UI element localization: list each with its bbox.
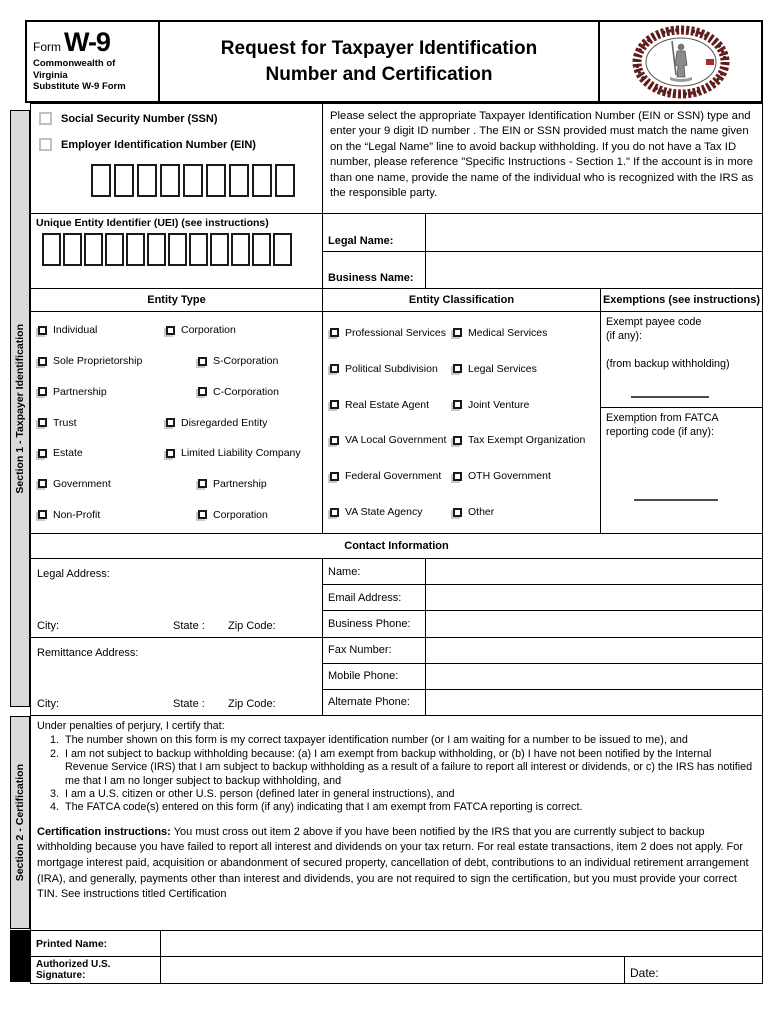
tin-instructions: Please select the appropriate Taxpayer Identification Number (EIN or SSN) type and enter your 9 digit ID number . The EIN or SSN provided must match the name given on the “Legal Name” line to avoid backup withholding. If you do not have a Tax ID number, please reference "Specific Instructions - Section 1." If the account is in more than one name, provide the name of the individual who is recognized with the IRS as the responsible party. (330, 110, 754, 200)
label-trust: Trust (53, 416, 77, 429)
name-label: Name: (323, 559, 426, 584)
label-professional-services: Professional Services (345, 326, 446, 339)
section1-sidebar (10, 110, 30, 707)
exempt-payee-cell (601, 312, 762, 408)
label-non-profit: Non-Profit (53, 508, 101, 521)
section1-sidebar-label: Section 1 - Taxpayer Identification (14, 323, 26, 494)
remittance-address-block[interactable] (31, 638, 322, 716)
business-phone-input[interactable] (426, 611, 762, 636)
digit-box[interactable] (189, 233, 208, 266)
form-header (25, 20, 763, 103)
certification-item-4: The FATCA code(s) entered on this form (if any) indicating that I am exempt from FATCA reporting is correct. (65, 801, 583, 814)
digit-box[interactable] (147, 233, 166, 266)
label-federal-government: Federal Government (345, 470, 442, 483)
legal-city-label: City: (37, 619, 59, 632)
label-real-estate-agent: Real Estate Agent (345, 398, 430, 411)
name-rows (323, 214, 762, 288)
form-title-line1: Request for Taxpayer Identification (220, 37, 538, 59)
legal-name-label: Legal Name: (323, 214, 426, 251)
digit-box[interactable] (273, 233, 292, 266)
business-name-label: Business Name: (323, 252, 426, 289)
label-llc-partnership: Partnership (213, 477, 267, 490)
legal-name-row (323, 214, 762, 252)
signature-input[interactable] (161, 957, 624, 983)
digit-box[interactable] (160, 164, 180, 197)
exempt-payee-line3: (from backup withholding) (606, 358, 730, 370)
contact-fields (323, 559, 762, 715)
fax-number-label: Fax Number: (323, 638, 426, 663)
virginia-state-seal-icon (622, 25, 740, 99)
digit-box[interactable] (229, 164, 249, 197)
digit-box[interactable] (275, 164, 295, 197)
label-partnership: Partnership (53, 385, 107, 398)
digit-box[interactable] (114, 164, 134, 197)
exempt-payee-line1: Exempt payee code (606, 316, 702, 328)
digit-box[interactable] (63, 233, 82, 266)
entity-row (31, 289, 762, 534)
fatca-code-input[interactable] (634, 499, 718, 501)
checkbox-tax-exempt-organization[interactable] (453, 436, 462, 445)
checkbox-llc[interactable] (166, 449, 175, 458)
address-column (31, 559, 323, 715)
email-label: Email Address: (323, 585, 426, 610)
label-tax-exempt-organization: Tax Exempt Organization (468, 434, 586, 447)
form-number: W-9 (64, 27, 110, 57)
label-s-corporation: S-Corporation (213, 355, 279, 368)
digit-box[interactable] (84, 233, 103, 266)
digit-box[interactable] (252, 164, 272, 197)
certification-instructions (37, 825, 753, 903)
label-oth-government: OTH Government (468, 470, 551, 483)
checkbox-partnership[interactable] (38, 387, 47, 396)
checkbox-government[interactable] (38, 479, 47, 488)
digit-box[interactable] (105, 233, 124, 266)
certification-list (50, 734, 753, 814)
alternate-phone-input[interactable] (426, 690, 762, 715)
ein-checkbox[interactable] (39, 138, 52, 151)
digit-box[interactable] (206, 164, 226, 197)
checkbox-individual[interactable] (38, 326, 47, 335)
uei-label: Unique Entity Identifier (UEI) (see instructions) (36, 217, 269, 229)
label-political-subdivision: Political Subdivision (345, 362, 438, 375)
checkbox-medical-services[interactable] (453, 328, 462, 337)
digit-box[interactable] (252, 233, 271, 266)
checkbox-oth-government[interactable] (453, 472, 462, 481)
legal-address-label: Legal Address: (37, 568, 110, 580)
label-corporation: Corporation (181, 324, 236, 337)
printed-name-row (31, 931, 762, 957)
label-estate: Estate (53, 447, 83, 460)
digit-box[interactable] (168, 233, 187, 266)
digit-box[interactable] (231, 233, 250, 266)
checkbox-political-subdivision[interactable] (330, 364, 339, 373)
checkbox-real-estate-agent[interactable] (330, 400, 339, 409)
label-c-corporation: C-Corporation (213, 385, 279, 398)
checkbox-c-corporation[interactable] (198, 387, 207, 396)
contact-header: Contact Information (344, 540, 449, 552)
legal-name-input[interactable] (426, 214, 762, 251)
exemptions-column (601, 289, 762, 533)
tin-row (31, 104, 762, 214)
uei-names-row (31, 214, 762, 289)
printed-name-label: Printed Name: (31, 931, 161, 956)
label-llc-corporation: Corporation (213, 508, 268, 521)
remit-zip-label: Zip Code: (228, 698, 276, 710)
legal-state-label: State : (173, 619, 205, 632)
fax-number-input[interactable] (426, 638, 762, 663)
legal-zip-label: Zip Code: (228, 619, 276, 632)
signature-sidebar-bar (10, 930, 32, 982)
checkbox-s-corporation[interactable] (198, 357, 207, 366)
entity-type-header: Entity Type (31, 289, 322, 312)
uei-cell (31, 214, 323, 288)
exemptions-header: Exemptions (see instructions) (601, 289, 762, 312)
contact-header-row (31, 534, 762, 559)
business-name-input[interactable] (426, 252, 762, 289)
exempt-payee-line2: (if any): (606, 330, 642, 342)
label-sole-proprietorship: Sole Proprietorship (53, 355, 143, 368)
checkbox-federal-government[interactable] (330, 472, 339, 481)
checkbox-corporation[interactable] (166, 326, 175, 335)
form-title (160, 22, 600, 101)
certification-item-2: I am not subject to backup withholding because: (a) I am exempt from backup withholding, or (b) I have not been notified by the Internal Revenue Service (IRS) that I am subject to backup withholding as a result of a failure to report all interest or dividends, or c) the IRS has notified me that I am no longer subject to backup withholding, and (65, 747, 753, 787)
label-government: Government (53, 477, 111, 490)
remit-city-label: City: (37, 698, 59, 710)
checkbox-joint-venture[interactable] (453, 400, 462, 409)
org-line2: Substitute W-9 Form (33, 81, 126, 92)
remittance-address-label: Remittance Address: (37, 646, 139, 659)
certification-intro: Under penalties of perjury, I certify that: (37, 720, 225, 732)
email-input[interactable] (426, 585, 762, 610)
form-title-line2: Number and Certification (265, 63, 493, 85)
checkbox-non-profit[interactable] (38, 510, 47, 519)
signature-label: Authorized U.S. Signature: (31, 957, 161, 983)
certification-instructions-lead: Certification instructions: (37, 825, 171, 838)
fatca-cell (601, 408, 762, 533)
digit-box[interactable] (137, 164, 157, 197)
mobile-phone-input[interactable] (426, 664, 762, 689)
checkbox-disregarded-entity[interactable] (166, 418, 175, 427)
checkbox-trust[interactable] (38, 418, 47, 427)
digit-box[interactable] (126, 233, 145, 266)
signature-row (31, 957, 762, 983)
label-va-state-agency: VA State Agency (345, 506, 423, 519)
org-line1: Commonwealth of Virginia (33, 58, 116, 81)
entity-type-column (31, 289, 323, 533)
tin-select-cell (31, 104, 323, 213)
certification-item-3: I am a U.S. citizen or other U.S. person (defined later in general instructions), and (65, 788, 455, 801)
label-joint-venture: Joint Venture (468, 398, 530, 411)
label-medical-services: Medical Services (468, 326, 548, 339)
form-body (30, 103, 763, 984)
fatca-label: Exemption from FATCA reporting code (if any): (606, 412, 719, 438)
label-legal-services: Legal Services (468, 362, 537, 375)
form-id-block (27, 22, 160, 101)
checkbox-va-state-agency[interactable] (330, 508, 339, 517)
entity-classification-column (323, 289, 601, 533)
digit-box[interactable] (183, 164, 203, 197)
business-name-row (323, 252, 762, 289)
printed-name-input[interactable] (161, 931, 762, 956)
digit-box[interactable] (42, 233, 61, 266)
ssn-checkbox[interactable] (39, 112, 52, 125)
checkbox-professional-services[interactable] (330, 328, 339, 337)
seal-box (600, 22, 761, 101)
entity-classification-header: Entity Classification (323, 289, 600, 312)
checkbox-va-local-government[interactable] (330, 436, 339, 445)
digit-box[interactable] (91, 164, 111, 197)
checkbox-llc-corporation[interactable] (198, 510, 207, 519)
business-phone-label: Business Phone: (323, 611, 426, 636)
certification-row (31, 716, 762, 931)
ssn-label: Social Security Number (SSN) (61, 112, 218, 125)
checkbox-other[interactable] (453, 508, 462, 517)
ein-label: Employer Identification Number (EIN) (61, 138, 256, 151)
alternate-phone-label: Alternate Phone: (323, 690, 426, 715)
checkbox-llc-partnership[interactable] (198, 479, 207, 488)
contact-row (31, 559, 762, 716)
certification-instructions-body: You must cross out item 2 above if you have been notified by the IRS that you are currently subject to backup withholding because you have failed to report all interest and dividends on your tax return. For real estate transactions, item 2 does not apply. For mortgage interest paid, acquisition or abandonment of secured property, cancellation of debt, contributions to an individual retirement arrangement (IRA), and generally, payments other than interest and dividends, you are not required to sign the certification, but you must provide your correct TIN. See instructions titled Certification (37, 825, 749, 901)
label-disregarded-entity: Disregarded Entity (181, 416, 268, 429)
label-other: Other (468, 506, 495, 519)
date-label: Date: (630, 966, 659, 980)
uei-digit-boxes[interactable] (42, 233, 320, 266)
checkbox-sole-proprietorship[interactable] (38, 357, 47, 366)
section2-sidebar (10, 716, 30, 929)
date-cell[interactable] (624, 957, 762, 983)
mobile-phone-label: Mobile Phone: (323, 664, 426, 689)
checkbox-legal-services[interactable] (453, 364, 462, 373)
tin-digit-boxes[interactable] (91, 164, 318, 197)
form-word: Form (33, 40, 61, 54)
section2-sidebar-label: Section 2 - Certification (14, 763, 26, 882)
remit-state-label: State : (173, 698, 205, 710)
certification-item-1: The number shown on this form is my correct taxpayer identification number (or I am waiting for a number to be issued to me), and (65, 734, 688, 747)
exempt-payee-code-input[interactable] (631, 396, 709, 398)
legal-address-block[interactable] (31, 559, 322, 638)
digit-box[interactable] (210, 233, 229, 266)
label-individual: Individual (53, 324, 98, 337)
name-input[interactable] (426, 559, 762, 584)
label-llc: Limited Liability Company (181, 447, 301, 460)
label-va-local-government: VA Local Government (345, 434, 447, 447)
checkbox-estate[interactable] (38, 449, 47, 458)
